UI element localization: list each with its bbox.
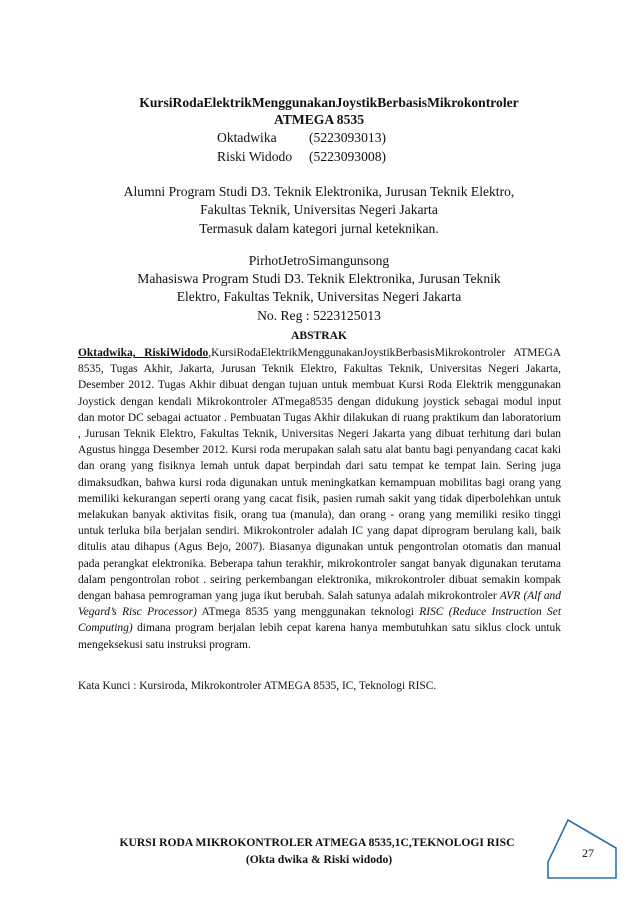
- supervisor-reg-number: No. Reg : 5223125013: [257, 308, 381, 323]
- abstract-heading: ABSTRAK: [290, 329, 348, 342]
- page-number: 27: [582, 846, 594, 860]
- affiliation-line: Alumni Program Studi D3. Teknik Elektronika, Jurusan Teknik Elektro,: [123, 184, 515, 199]
- supervisor-affiliation: Elektro, Fakultas Teknik, Universitas Negeri Jakarta: [176, 289, 462, 304]
- author-name: Oktadwika: [217, 130, 277, 145]
- footer-authors: (Okta dwika & Riski widodo): [245, 853, 393, 866]
- author-name: Riski Widodo: [217, 149, 293, 164]
- affiliation-line: Termasuk dalam kategori jurnal keteknikan.: [199, 221, 439, 236]
- affiliation-line: Fakultas Teknik, Universitas Negeri Jakarta: [200, 202, 438, 217]
- abstract-text: dimana program berjalan lebih cepat karena hanya membutuhkan satu siklus clock untuk mengeksekusi satu instruksi program.: [78, 622, 561, 651]
- abstract-italic-term: RISC (Reduce Instruction Set Computing): [78, 606, 561, 635]
- keywords: Kata Kunci : Kursiroda, Mikrokontroler ATMEGA 8535, IC, Teknologi RISC.: [78, 680, 437, 692]
- paper-title: KursiRodaElektrikMenggunakanJoystikBerbasisMikrokontroler: [139, 95, 519, 110]
- abstract-text: ,KursiRodaElektrikMenggunakanJoystikBerbasisMikrokontroler ATMEGA 8535, Tugas Akhir, Jakarta, Jurusan Teknik Elektro, Fakultas Teknik, Universitas Negeri Jakarta, Desember 2012. Tugas Akhir dibuat dengan tujuan untuk membuat Kursi Roda Elektrik menggunakan Joystick dengan kendali Mikrokontroler ATmega8535 dengan didukung joystick sebagai modul input dan motor DC sebagai actuator . Pembuatan Tugas Akhir dilakukan di ruang praktikum dan laboratorium , Jurusan Teknik Elektro, Fakultas Teknik, Universitas Negeri Jakarta yang dibuat terhitung dari bulan Agustus hingga Desember 2012. Kursi roda merupakan salah satu alat bantu bagi penyandang cacat kaki dan orang yang fisiknya lemah untuk dapat berpindah dari satu tempat ke tempat lain. Sering juga dimaksudkan, bahwa kursi roda digunakan untuk meningkatkan kemampuan mobilitas bagi orang yang memiliki kekurangan seperti orang yang cacat fisik, pasien rumah sakit yang tidak diperbolehkan untuk melakukan banyak aktivitas fisik, orang tua (manula), dan orang - orang yang memiliki resiko tinggi untuk terluka bila berjalan sendiri. Mikrokontroler adalah IC yang dapat diprogram berulang kali, baik ditulis atau dihapus (Agus Bejo, 2007). Biasanya digunakan untuk pengontrolan otomatis dan manual pada perangkat elektronika. Beberapa tahun terakhir, mikrokontroler sangat banyak digunakan terutama dalam pengontrolan robot . seiring perkembangan elektronika, mikrokontroler dibuat semakin kompak dengan bahasa pemrograman yang juga ikut berubah. Salah satunya adalah mikrokontroler: [78, 347, 561, 603]
- author-id: (5223093013): [309, 130, 387, 145]
- footer-running-title: KURSI RODA MIKROKONTROLER ATMEGA 8535,1C,TEKNOLOGI RISC: [119, 836, 515, 849]
- abstract-italic-term: AVR (Alf and Vegard’s Risc Processor): [78, 590, 561, 619]
- abstract-text: ATmega 8535 yang menggunakan teknologi: [196, 606, 420, 619]
- paper-title-line2: ATMEGA 8535: [274, 112, 364, 127]
- abstract-authors: Oktadwika, RiskiWidodo: [78, 347, 209, 359]
- author-id: (5223093008): [309, 149, 387, 164]
- abstract-body: [78, 345, 561, 653]
- supervisor-name: PirhotJetroSimangunsong: [248, 253, 390, 268]
- supervisor-affiliation: Mahasiswa Program Studi D3. Teknik Elektronika, Jurusan Teknik: [137, 271, 501, 286]
